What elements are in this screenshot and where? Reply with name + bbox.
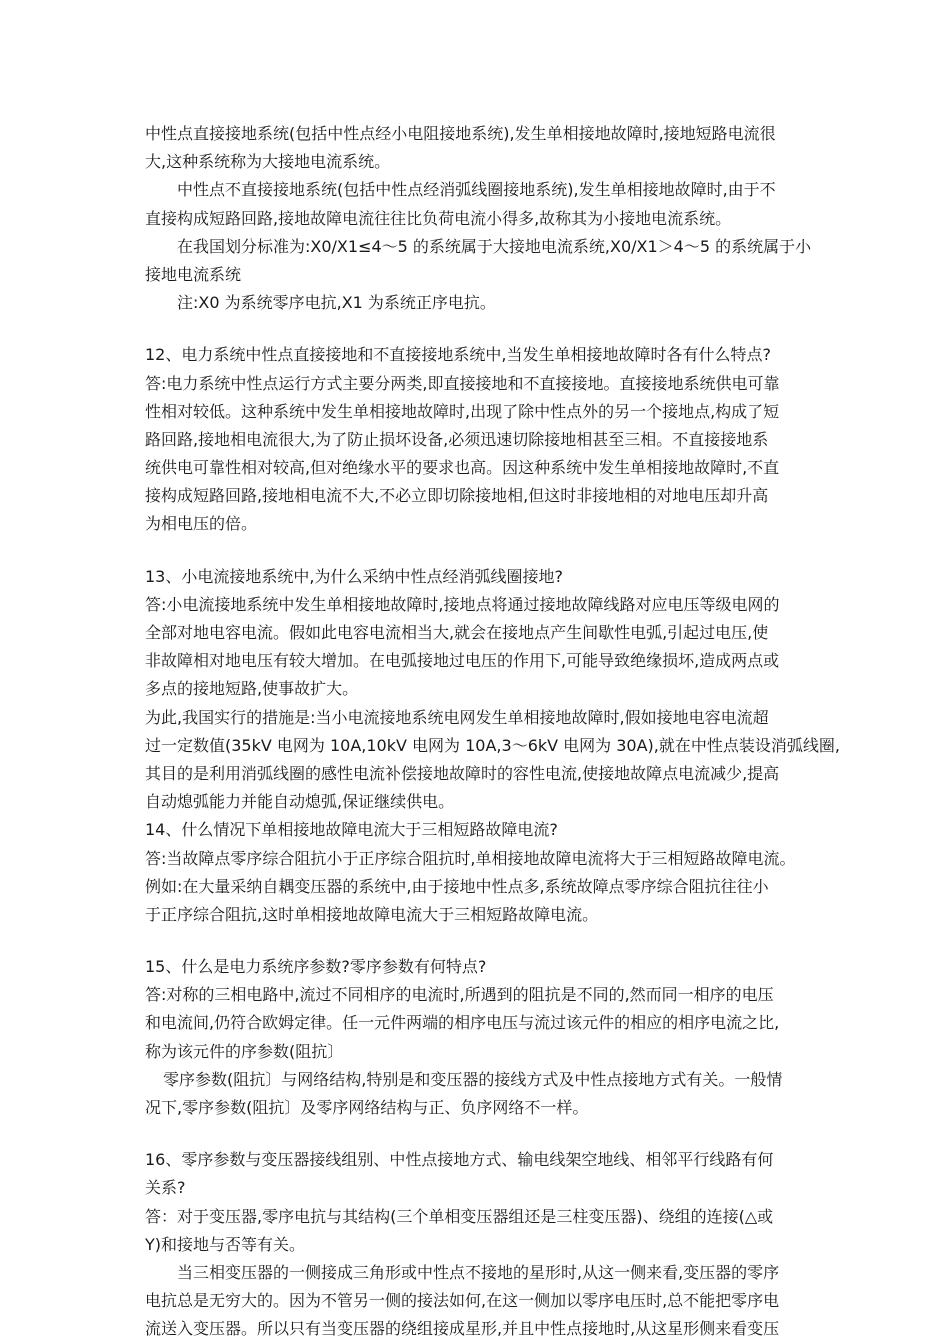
text-line: 零序参数(阻抗〕与网络结构,特别是和变压器的接线方式及中性点接地方式有关。一般情 (163, 1069, 783, 1089)
text-line: 在我国划分标准为:X0/X1≤4～5 的系统属于大接地电流系统,X0/X1＞4～5 的系统属于小 (177, 236, 812, 256)
text-line: 13、小电流接地系统中,为什么采纳中性点经消弧线圈接地? (145, 566, 563, 586)
text-line: 答:小电流接地系统中发生单相接地故障时,接地点将通过接地故障线路对应电压等级电网的 (145, 594, 780, 614)
text-line: 非故障相对地电压有较大增加。在电弧接地过电压的作用下,可能导致绝缘损坏,造成两点或 (145, 651, 780, 671)
text-line: 例如:在大量采纳自耦变压器的系统中,由于接地中性点多,系统故障点零序综合阻抗往往小 (145, 876, 769, 896)
text-line: 答:电力系统中性点运行方式主要分两类,即直接接地和不直接接地。直接接地系统供电可靠 (145, 373, 780, 393)
text-line: 为相电压的倍。 (145, 514, 258, 534)
text-line: 和电流间,仍符合欧姆定律。任一元件两端的相序电压与流过该元件的相应的相序电流之比, (145, 1013, 780, 1033)
text-line: 关系? (145, 1178, 186, 1198)
text-line: 其目的是利用消弧线圈的感性电流补偿接地故障时的容性电流,使接地故障点电流减少,提高 (145, 763, 780, 783)
text-line: 12、电力系统中性点直接接地和不直接接地系统中,当发生单相接地故障时各有什么特点? (145, 345, 771, 365)
text-line: Y)和接地与否等有关。 (145, 1234, 306, 1254)
text-line: 当三相变压器的一侧接成三角形或中性点不接地的星形时,从这一侧来看,变压器的零序 (177, 1262, 780, 1282)
text-section (145, 1146, 810, 1343)
text-line: 全部对地电容电流。假如此电容电流相当大,就会在接地点产生间歇性电弧,引起过电压,使 (145, 623, 769, 642)
text-section (145, 563, 840, 929)
text-line: 过一定数值(35kV 电网为 10A,10kV 电网为 10A,3～6kV 电网为 30A),就在中性点装设消弧线圈, (145, 735, 840, 755)
text-line: 流送入变压器。所以只有当变压器的绕组接成星形,并且中性点接地时,从这星形侧来看变压 (145, 1319, 780, 1339)
text-line: 性相对较低。这种系统中发生单相接地故障时,出现了除中性点外的另一个接地点,构成了短 (145, 401, 780, 421)
paragraph-gap (145, 317, 810, 341)
text-line: 答:当故障点零序综合阻抗小于正序综合阻抗时,单相接地故障电流将大于三相短路故障电流。 (145, 848, 796, 868)
text-line: 16、零序参数与变压器接线组别、中性点接地方式、输电线架空地线、相邻平行线路有何 (145, 1150, 774, 1170)
text-line: 14、什么情况下单相接地故障电流大于三相短路故障电流? (145, 820, 558, 840)
text-section (145, 953, 810, 1122)
text-line: 答:对称的三相电路中,流过不同相序的电流时,所遇到的阻抗是不同的,然而同一相序的电压 (145, 985, 774, 1005)
text-line: 电抗总是无穷大的。因为不管另一侧的接法如何,在这一侧加以零序电压时,总不能把零序电 (145, 1291, 780, 1311)
text-line: 况下,零序参数(阻抗〕及零序网络结构与正、负序网络不一样。 (145, 1098, 589, 1117)
paragraph-gap (145, 539, 810, 563)
text-section (145, 341, 810, 538)
paragraph-gap (145, 1122, 810, 1146)
text-line: 答：对于变压器,零序电抗与其结构(三个单相变压器组还是三柱变压器)、绕组的连接(△或 (145, 1206, 774, 1226)
paragraph-gap (145, 929, 810, 953)
text-line: 自动熄弧能力并能自动熄弧,保证继续供电。 (145, 792, 455, 812)
text-line: 15、什么是电力系统序参数?零序参数有何特点? (145, 957, 487, 977)
text-line: 大,这种系统称为大接地电流系统。 (145, 152, 391, 172)
text-line: 直接构成短路回路,接地故障电流往往比负荷电流小得多,故称其为小接地电流系统。 (145, 208, 732, 228)
text-line: 于正序综合阻抗,这时单相接地故障电流大于三相短路故障电流。 (145, 904, 599, 924)
text-line: 接地电流系统 (145, 264, 242, 284)
text-section (145, 120, 810, 317)
text-line: 接构成短路回路,接地相电流不大,不必立即切除接地相,但这时非接地相的对地电压却升高 (145, 486, 769, 506)
text-line: 为此,我国实行的措施是:当小电流接地系统电网发生单相接地故障时,假如接地电容电流超 (145, 707, 769, 727)
text-line: 多点的接地短路,使事故扩大。 (145, 679, 359, 699)
text-line: 称为该元件的序参数(阻抗〕 (145, 1041, 344, 1061)
text-line: 统供电可靠性相对较高,但对绝缘水平的要求也高。因这种系统中发生单相接地故障时,不直 (145, 458, 780, 478)
text-line: 中性点不直接接地系统(包括中性点经消弧线圈接地系统),发生单相接地故障时,由于不 (177, 180, 776, 200)
document-body (145, 120, 840, 1344)
text-line: 路回路,接地相电流很大,为了防止损坏设备,必须迅速切除接地相甚至三相。不直接接地系 (145, 429, 769, 449)
text-line: 注:X0 为系统零序电抗,X1 为系统正序电抗。 (177, 293, 496, 313)
text-line: 中性点直接接地系统(包括中性点经小电阻接地系统),发生单相接地故障时,接地短路电流很 (145, 124, 776, 143)
